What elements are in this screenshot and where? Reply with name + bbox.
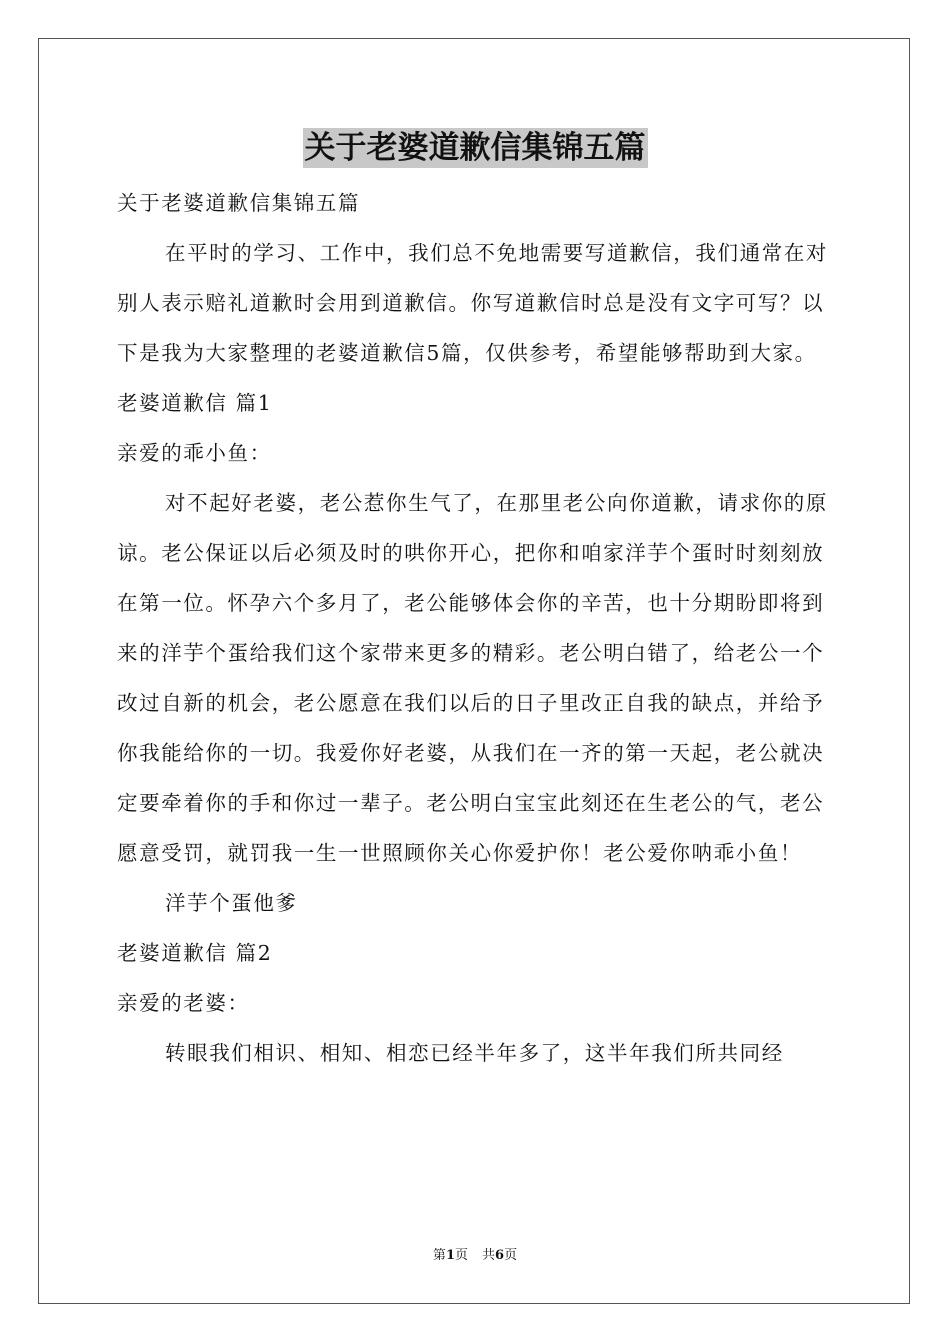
letter1-salutation: 亲爱的乖小鱼： [117, 441, 272, 465]
letter2-salutation: 亲爱的老婆： [117, 991, 250, 1015]
intro-paragraph: 在平时的学习、工作中，我们总不免地需要写道歉信，我们通常在对别人表示赔礼道歉时会用到道歉信。你写道歉信时总是没有文字可写？以下是我为大家整理的老婆道歉信5篇，仅供参考，希望能够帮助到大家。 [117, 241, 828, 365]
page-footer [0, 1247, 950, 1265]
letter2-heading: 老婆道歉信 篇2 [117, 941, 273, 965]
title-block [0, 128, 950, 168]
letter1-signature: 洋芋个蛋他爹 [165, 891, 298, 915]
subtitle: 关于老婆道歉信集锦五篇 [117, 191, 361, 215]
letter1-body: 对不起好老婆，老公惹你生气了，在那里老公向你道歉，请求你的原谅。老公保证以后必须及时的哄你开心，把你和咱家洋芋个蛋时时刻刻放在第一位。怀孕六个多月了，老公能够体会你的辛苦，也十分期盼即将到来的洋芋个蛋给我们这个家带来更多的精彩。老公明白错了，给老公一个改过自新的机会，老公愿意在我们以后的日子里改正自我的缺点，并给予你我能给你的一切。我爱你好老婆，从我们在一齐的第一天起，老公就决定要牵着你的手和你过一辈子。老公明白宝宝此刻还在生老公的气，老公愿意受罚，就罚我一生一世照顾你关心你爱护你！老公爱你呐乖小鱼！ [117, 491, 828, 865]
page-suffix: 页 [454, 1248, 468, 1263]
total-prefix: 共 [482, 1248, 496, 1263]
page-prefix: 第 [432, 1248, 446, 1263]
letter2-body: 转眼我们相识、相知、相恋已经半年多了，这半年我们所共同经 [165, 1041, 784, 1065]
document-title: 关于老婆道歉信集锦五篇 [304, 130, 646, 166]
total-pages: 6 [495, 1248, 505, 1263]
page-number: 1 [445, 1248, 455, 1263]
document-body [117, 178, 833, 1078]
total-suffix: 页 [504, 1248, 518, 1263]
letter1-heading: 老婆道歉信 篇1 [117, 391, 273, 415]
